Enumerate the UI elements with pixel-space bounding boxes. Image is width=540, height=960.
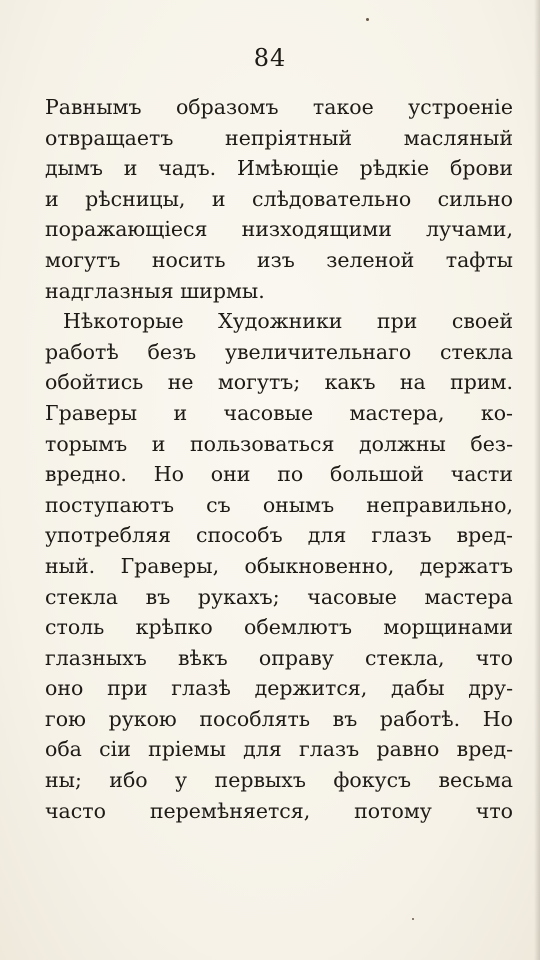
- text-line: поражающіеся низходящими лучами,: [45, 217, 513, 242]
- paragraph: [45, 92, 513, 306]
- text-line: оно при глазѣ держится, дабы дру-: [45, 676, 513, 701]
- text-line: могутъ носить изъ зеленой тафты: [45, 247, 513, 272]
- text-line: надглазныя ширмы.: [45, 278, 265, 303]
- text-line: употребляя способъ для глазъ вред-: [45, 523, 513, 548]
- text-line: дымъ и чадъ. Имѣющіе рѣдкіе брови: [45, 156, 513, 181]
- body-text: [45, 92, 513, 826]
- text-line: гою рукою пособлять въ работѣ. Но: [45, 706, 513, 731]
- text-line: часто перемѣняется, потому что: [45, 798, 513, 823]
- paper-speck: [412, 918, 414, 920]
- text-line: торымъ и пользоваться должны без-: [45, 431, 513, 456]
- text-line: глазныхъ вѣкъ оправу стекла, что: [45, 645, 513, 670]
- text-line: стекла въ рукахъ; часовые мастера: [45, 584, 513, 609]
- paper-speck: [366, 18, 369, 21]
- page-edge-shadow: [534, 0, 540, 960]
- text-line: вредно. Но они по большой части: [45, 462, 513, 487]
- page-number: 84: [253, 44, 287, 72]
- paragraph: [45, 306, 513, 826]
- text-line: столь крѣпко обемлютъ морщинами: [45, 615, 513, 640]
- text-line: ны; ибо у первыхъ фокусъ весьма: [45, 768, 513, 793]
- text-line: Нѣкоторые Художники при своей: [63, 309, 513, 334]
- text-line: работѣ безъ увеличительнаго стекла: [45, 339, 513, 364]
- text-line: поступаютъ съ онымъ неправильно,: [45, 492, 513, 517]
- text-line: Равнымъ образомъ такое устроеніе: [45, 95, 513, 119]
- text-line: оба сіи пріемы для глазъ равно вред-: [45, 737, 513, 762]
- text-line: и рѣсницы, и слѣдовательно сильно: [45, 186, 513, 211]
- text-line: Граверы и часовые мастера, ко-: [45, 400, 513, 425]
- text-line: ный. Граверы, обыкновенно, держатъ: [45, 553, 513, 578]
- text-line: обойтись не могутъ; какъ на прим.: [45, 370, 513, 395]
- text-line: отвращаетъ непріятный масляный: [45, 125, 513, 150]
